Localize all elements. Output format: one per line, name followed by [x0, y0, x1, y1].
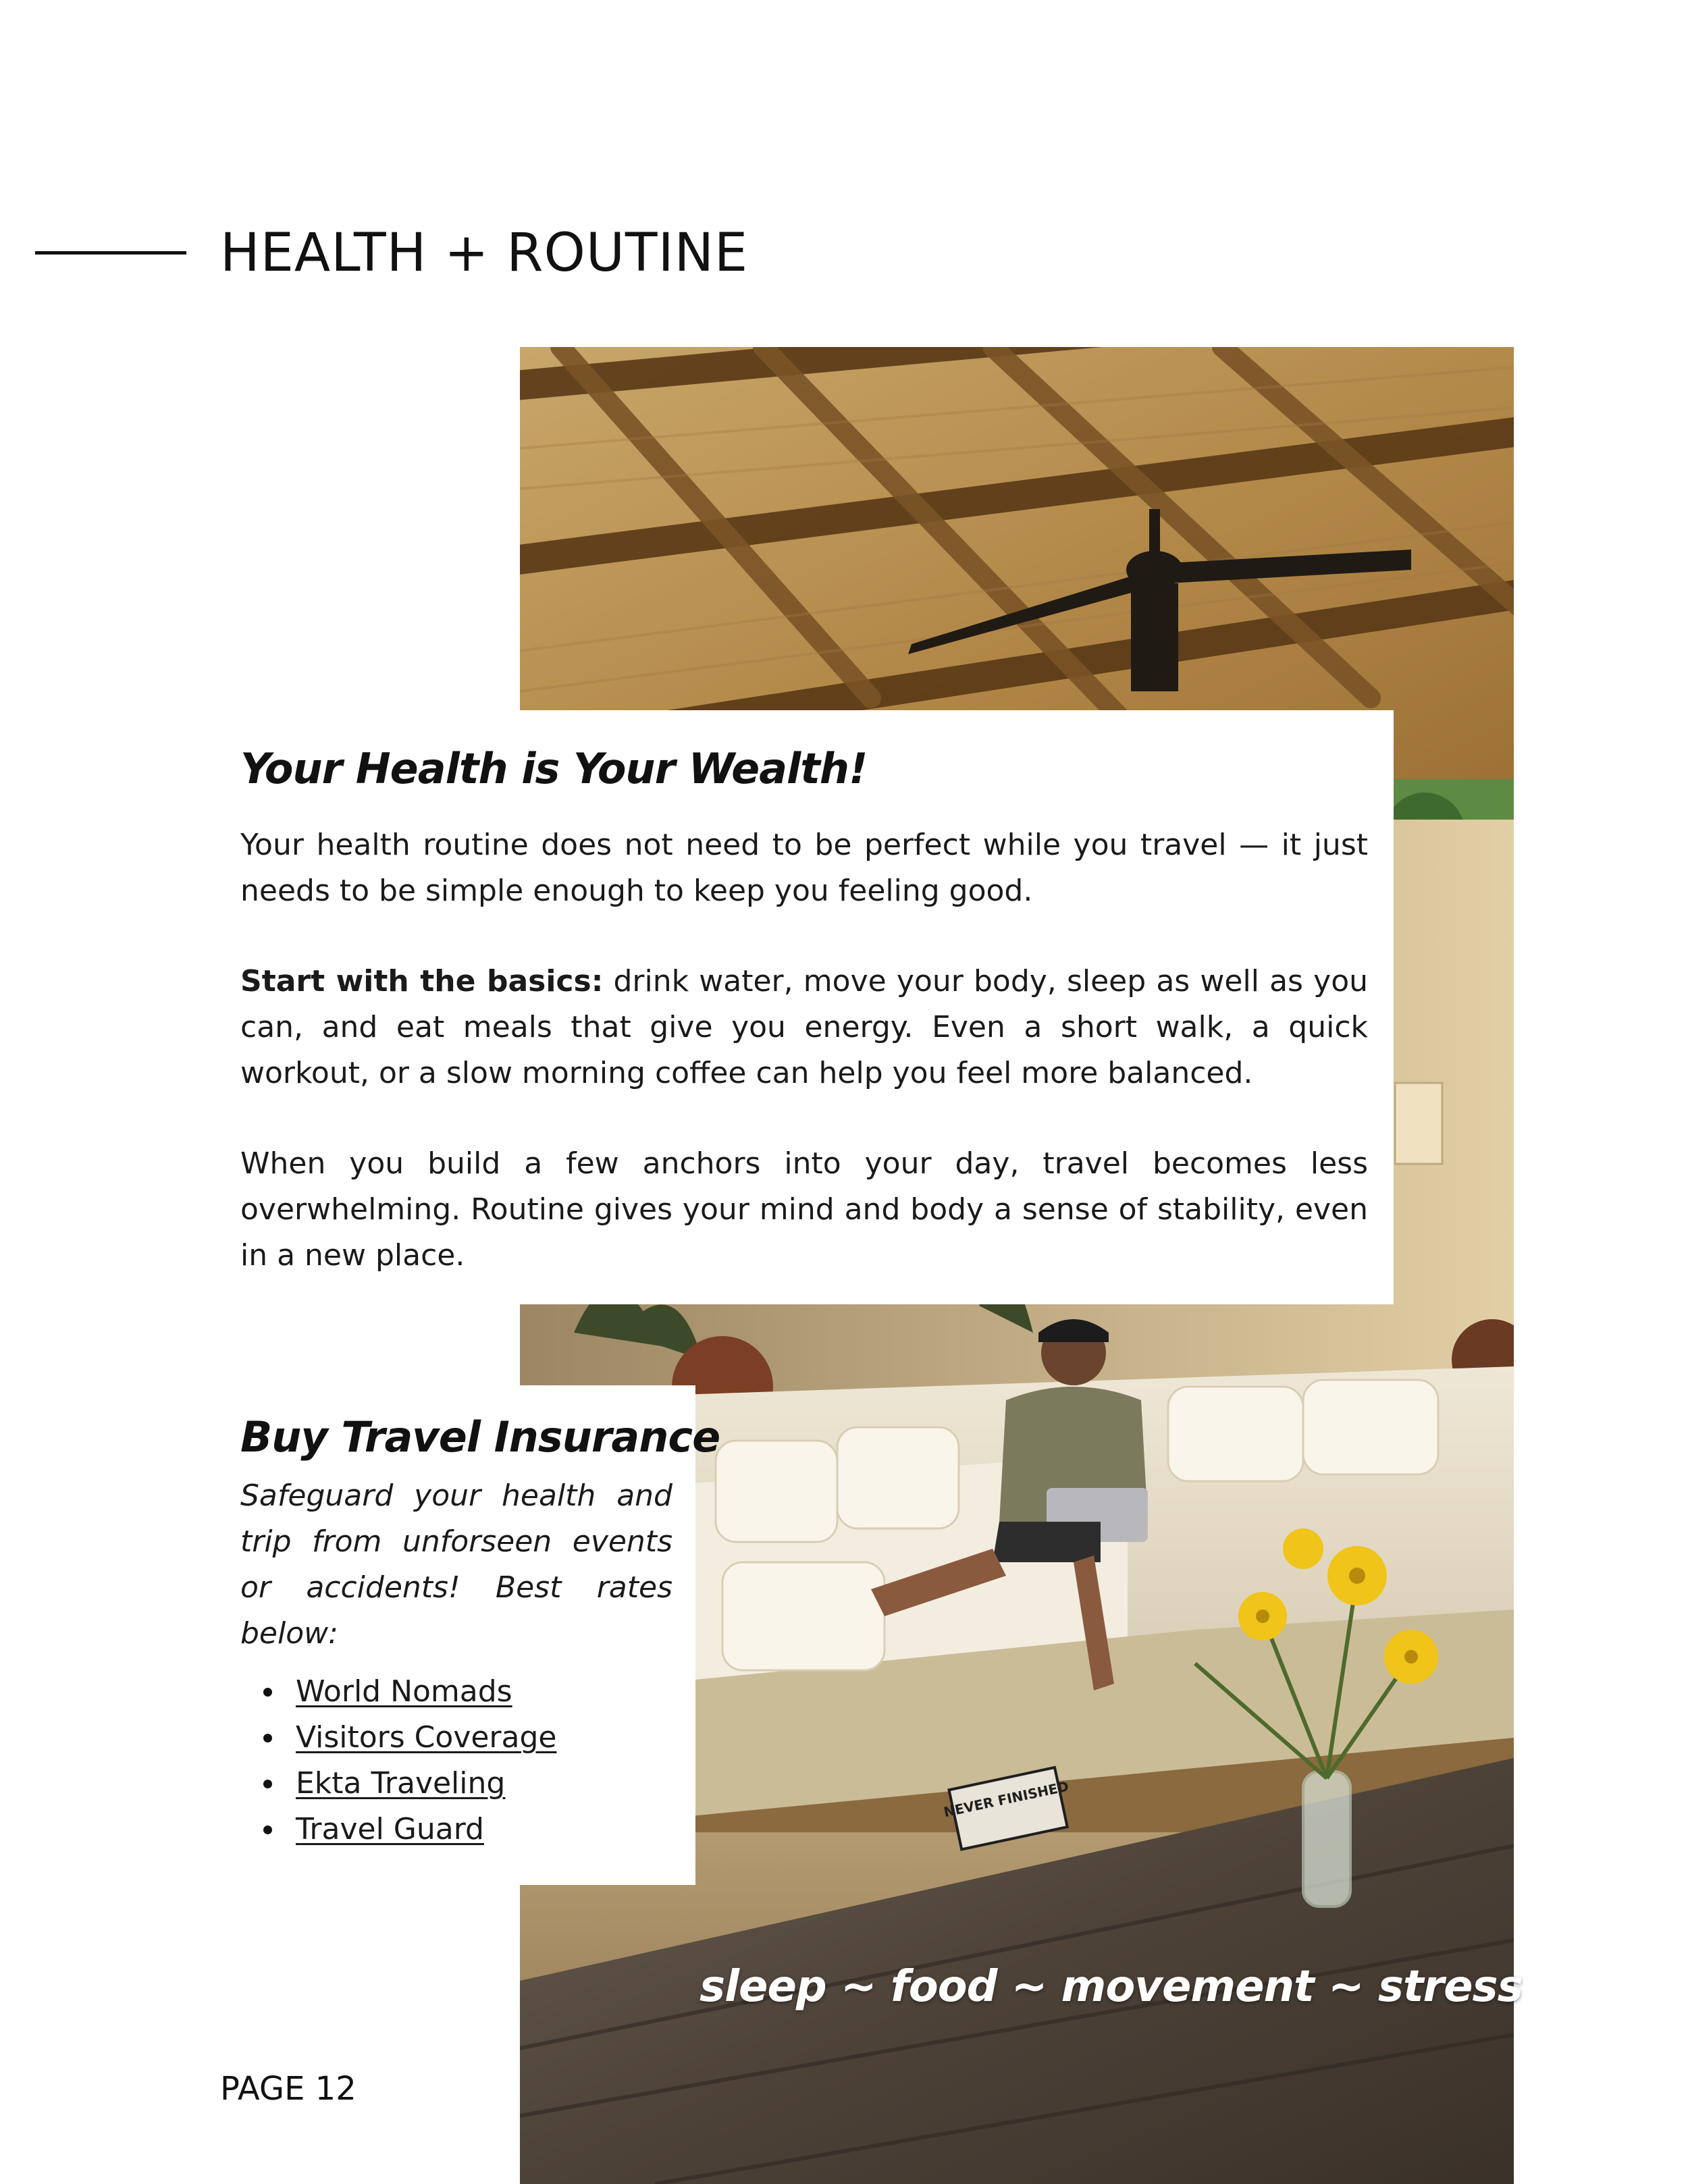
- photo-caption: sleep ~ food ~ movement ~ stress: [700, 1962, 1523, 2012]
- health-paragraph-3: When you build a few anchors into your day, travel becomes less overwhelming. Routine gives your mind and body a sense of stability, even in a new place.: [240, 1146, 1368, 1273]
- link-world-nomads[interactable]: World Nomads: [296, 1674, 512, 1709]
- insurance-heading: Buy Travel Insurance: [240, 1412, 720, 1462]
- insurance-panel: [220, 1385, 720, 1885]
- book-cover-text: NEVER FINISHED: [942, 1778, 1070, 1821]
- link-ekta-traveling[interactable]: Ekta Traveling: [296, 1766, 506, 1801]
- health-paragraph-1: Your health routine does not need to be perfect while you travel — it just needs to be simple enough to keep you feeling good.: [240, 828, 1368, 908]
- list-item: [240, 1715, 556, 1761]
- bullet-icon: [263, 1688, 272, 1697]
- basics-text: drink water, move your body, sleep as well as you can, and eat meals that give you energy. Even a short walk, a quick workout, or a slow morning coffee can help you feel more balanced.: [240, 964, 1369, 1090]
- bullet-icon: [263, 1826, 272, 1834]
- insurance-description: Safeguard your health and trip from unforseen events or accidents! Best rates below:: [240, 1479, 672, 1651]
- insurance-link-list: [240, 1669, 556, 1853]
- list-item: [240, 1807, 556, 1853]
- health-paragraph-2: [240, 959, 1368, 1096]
- health-text-panel: [220, 710, 1394, 1304]
- list-item: [240, 1669, 556, 1715]
- link-travel-guard[interactable]: Travel Guard: [296, 1812, 484, 1846]
- bullet-icon: [263, 1780, 272, 1788]
- header-rule: [35, 251, 186, 255]
- section-title: HEALTH + ROUTINE: [220, 223, 749, 284]
- health-heading: Your Health is Your Wealth!: [240, 744, 868, 793]
- list-item: [240, 1761, 556, 1807]
- bullet-icon: [263, 1734, 272, 1742]
- link-visitors-coverage[interactable]: Visitors Coverage: [296, 1720, 557, 1755]
- page-number: PAGE 12: [220, 2070, 357, 2108]
- basics-lead: Start with the basics:: [240, 964, 604, 998]
